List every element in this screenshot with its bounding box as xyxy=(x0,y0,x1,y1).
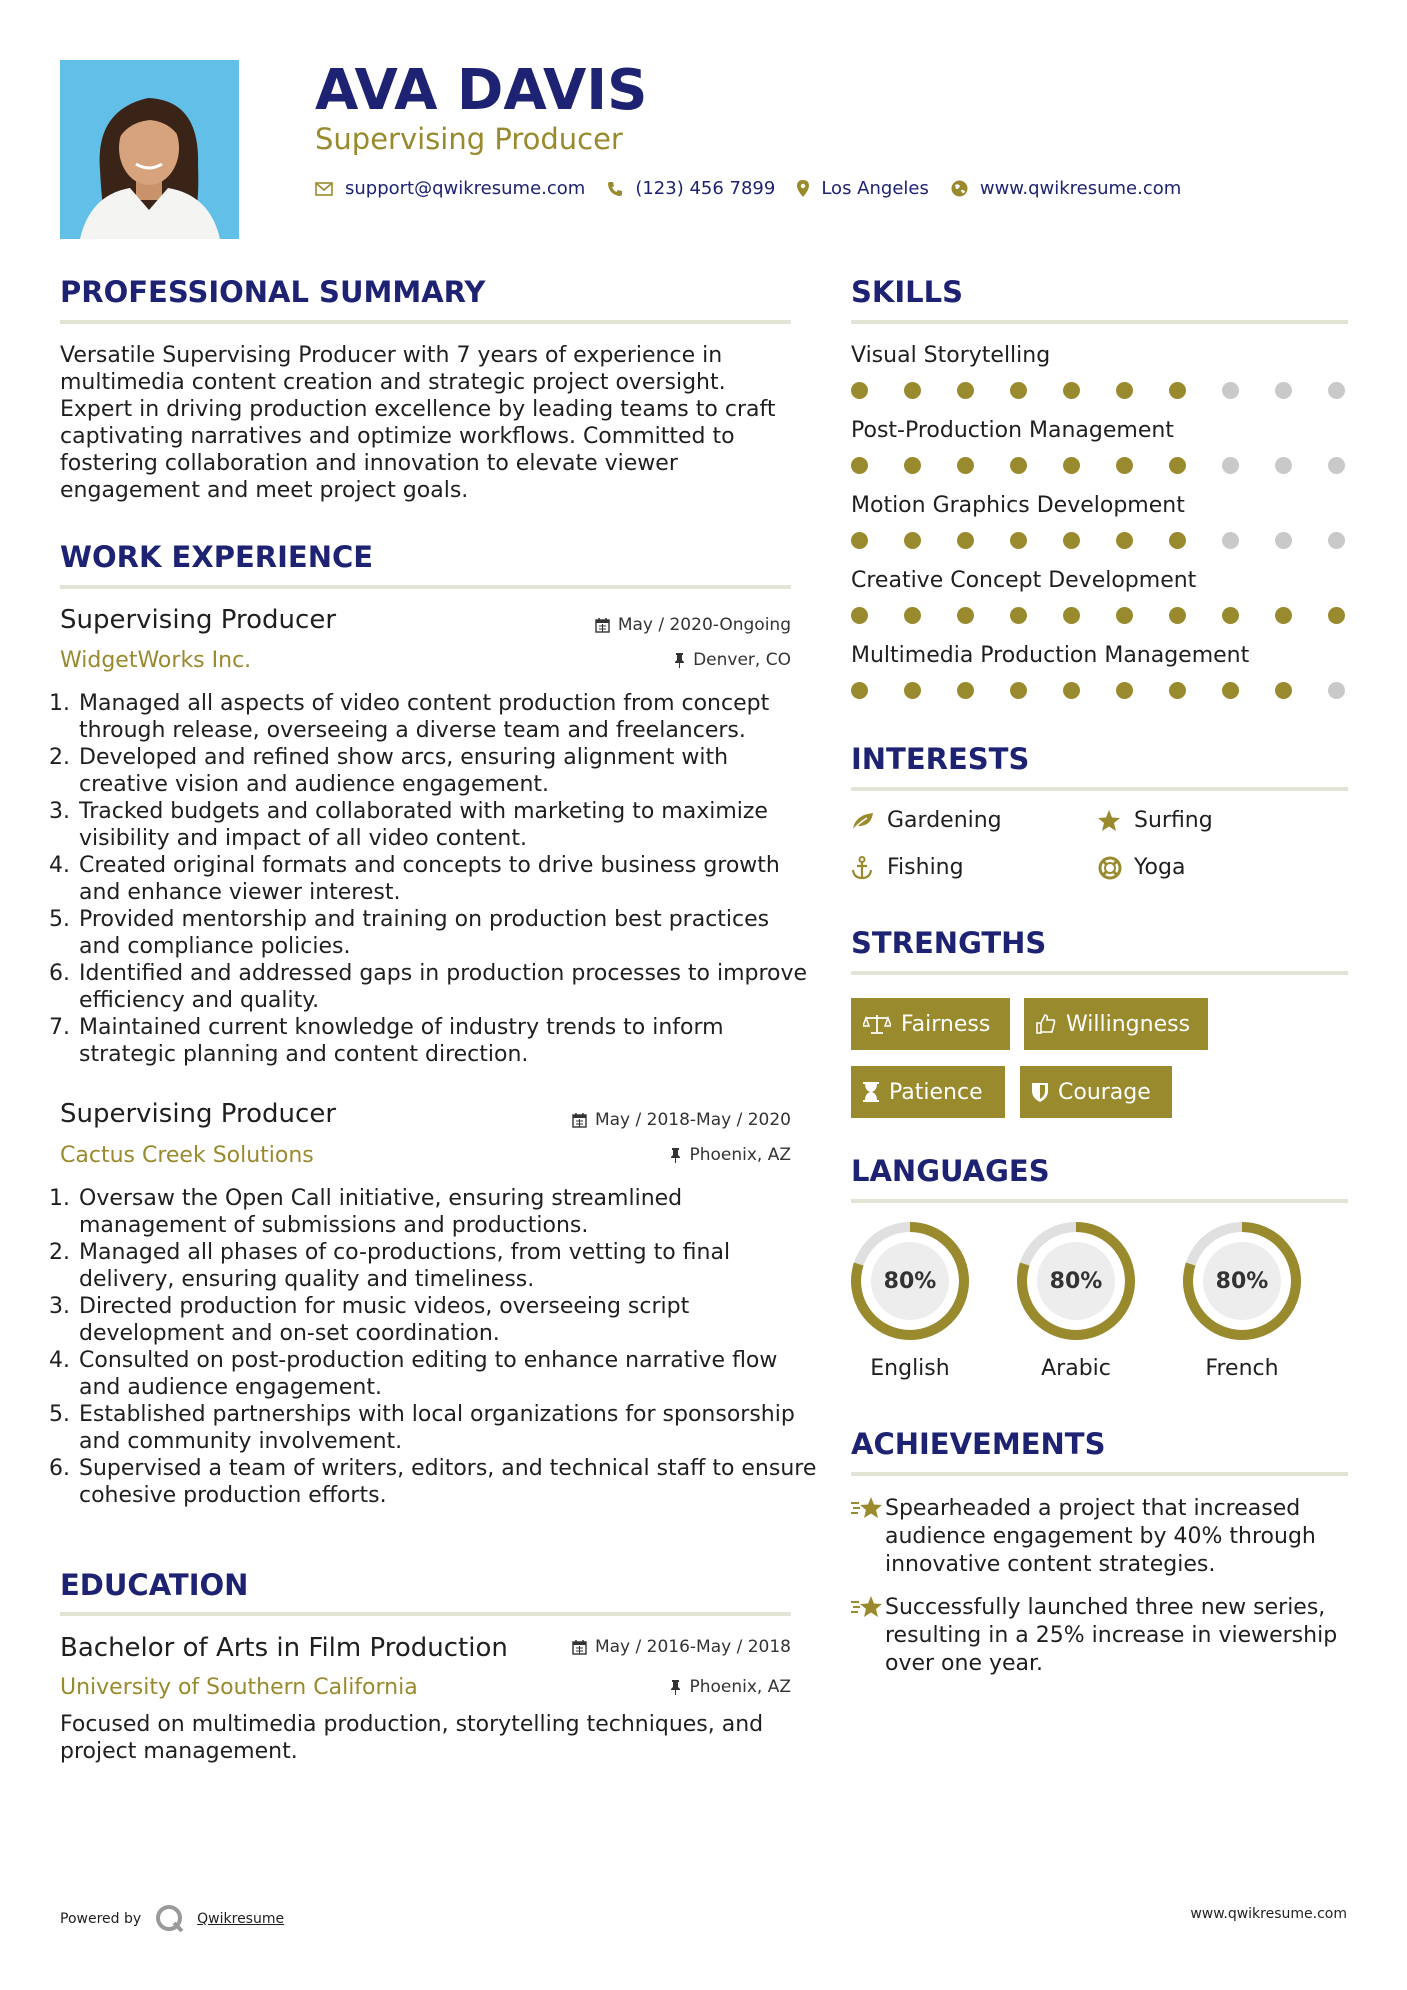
summary-text: Versatile Supervising Producer with 7 years of experience in multimedia content creation and strategic project oversight. Expert in driving production excellence by leading teams to craft captivating narratives and optimize workflows. Committed to fostering collaboration and innovation to elevate viewer engagement and meet project goals. xyxy=(60,343,776,503)
job-2-bullets xyxy=(60,1185,817,1509)
rating-dot-filled xyxy=(904,382,921,399)
star-badge-icon xyxy=(851,1495,885,1579)
contact-location-text: Los Angeles xyxy=(821,178,929,199)
footer-branding xyxy=(60,1904,284,1934)
rating-dot-filled xyxy=(851,607,868,624)
rating-dot-empty xyxy=(1328,457,1345,474)
contact-website[interactable] xyxy=(951,178,1181,199)
skill-2-name: Post-Production Management xyxy=(851,418,1174,443)
interest-label: Surfing xyxy=(1134,808,1213,833)
interest-label: Gardening xyxy=(887,808,1002,833)
rating-dot-empty xyxy=(1328,532,1345,549)
rating-dot-filled xyxy=(1169,607,1186,624)
list-item: 7. Maintained current knowledge of industry trends to inform strategic planning and content direction. xyxy=(77,1014,817,1068)
skill-1-rating xyxy=(851,382,1345,399)
rating-dot-empty xyxy=(1275,532,1292,549)
rating-dot-filled xyxy=(1010,607,1027,624)
strength-label: Fairness xyxy=(901,1011,991,1037)
rating-dot-filled xyxy=(904,607,921,624)
list-item: 5. Established partnerships with local organizations for sponsorship and community involvement. xyxy=(77,1401,817,1455)
calendar-icon xyxy=(572,1113,587,1128)
rating-dot-empty xyxy=(1222,457,1239,474)
list-item: 2. Developed and refined show arcs, ensuring alignment with creative vision and audience engagement. xyxy=(77,744,817,798)
job-2-dates-text: May / 2018-May / 2020 xyxy=(594,1110,791,1130)
rating-dot-filled xyxy=(1063,382,1080,399)
powered-by-text: Powered by xyxy=(60,1911,142,1927)
rating-dot-filled xyxy=(1275,607,1292,624)
star-icon xyxy=(1098,810,1128,831)
globe-icon xyxy=(951,180,968,197)
profile-photo xyxy=(60,60,239,239)
achievement-text: Successfully launched three new series, resulting in a 25% increase in viewership over one year. xyxy=(885,1595,1338,1676)
rating-dot-filled xyxy=(957,457,974,474)
list-item: 2. Managed all phases of co-productions, from vetting to final delivery, ensuring quality and timeliness. xyxy=(77,1239,817,1293)
rating-dot-filled xyxy=(957,682,974,699)
rating-dot-filled xyxy=(957,607,974,624)
list-item: 3. Directed production for music videos, overseeing script development and on-set coordination. xyxy=(77,1293,817,1347)
interest-yoga xyxy=(1098,855,1185,880)
rating-dot-empty xyxy=(1275,382,1292,399)
brand-link[interactable]: Qwikresume xyxy=(197,1911,285,1927)
job-2-title: Supervising Producer xyxy=(60,1099,337,1129)
languages-heading: LANGUAGES xyxy=(851,1154,1050,1188)
leaf-icon xyxy=(851,811,881,831)
rating-dot-filled xyxy=(1116,532,1133,549)
pushpin-icon xyxy=(670,1680,681,1695)
phone-icon xyxy=(607,181,623,197)
rating-dot-filled xyxy=(1222,607,1239,624)
rating-dot-filled xyxy=(1169,382,1186,399)
job-1-location xyxy=(674,650,791,670)
job-1-company: WidgetWorks Inc. xyxy=(60,648,252,673)
job-2-location-text: Phoenix, AZ xyxy=(689,1145,791,1165)
rating-dot-filled xyxy=(1169,457,1186,474)
summary-heading: PROFESSIONAL SUMMARY xyxy=(60,275,486,309)
job-2-company: Cactus Creek Solutions xyxy=(60,1143,314,1168)
education-heading: EDUCATION xyxy=(60,1568,249,1602)
education-school: University of Southern California xyxy=(60,1675,418,1700)
job-1-location-text: Denver, CO xyxy=(693,650,791,670)
list-item: 5. Provided mentorship and training on production best practices and compliance policies. xyxy=(77,906,817,960)
education-location-text: Phoenix, AZ xyxy=(689,1677,791,1697)
skill-1-name: Visual Storytelling xyxy=(851,343,1051,368)
star-badge-icon xyxy=(851,1594,885,1678)
achievements-heading: ACHIEVEMENTS xyxy=(851,1427,1106,1461)
qwikresume-logo-icon xyxy=(155,1904,185,1934)
achievement-text: Spearheaded a project that increased audience engagement by 40% through innovative content strategies. xyxy=(885,1496,1316,1577)
list-item: 1. Managed all aspects of video content production from concept through release, overseeing a diverse team and freelancers. xyxy=(77,690,817,744)
interest-surfing xyxy=(1098,808,1213,833)
list-item: 4. Consulted on post-production editing to enhance narrative flow and audience engagement. xyxy=(77,1347,817,1401)
skills-heading: SKILLS xyxy=(851,275,963,309)
contact-phone[interactable] xyxy=(607,178,775,199)
contact-website-text: www.qwikresume.com xyxy=(979,178,1182,199)
rating-dot-empty xyxy=(1275,457,1292,474)
education-description: Focused on multimedia production, storytelling techniques, and project management. xyxy=(60,1712,764,1764)
rating-dot-empty xyxy=(1328,382,1345,399)
job-1-dates xyxy=(595,615,791,635)
rating-dot-filled xyxy=(1222,682,1239,699)
pushpin-icon xyxy=(674,653,685,668)
summary-divider xyxy=(60,320,791,324)
language-french-gauge xyxy=(1177,1218,1307,1344)
job-1-dates-text: May / 2020-Ongoing xyxy=(617,615,791,635)
contact-email-text: support@qwikresume.com xyxy=(345,178,586,199)
scale-icon xyxy=(863,1014,891,1034)
rating-dot-filled xyxy=(1063,457,1080,474)
pushpin-icon xyxy=(670,1148,681,1163)
interests-heading: INTERESTS xyxy=(851,742,1030,776)
contact-location xyxy=(797,178,929,199)
job-1-title: Supervising Producer xyxy=(60,605,337,635)
calendar-icon xyxy=(572,1640,587,1655)
rating-dot-filled xyxy=(1116,607,1133,624)
contact-email[interactable] xyxy=(315,178,585,199)
rating-dot-filled xyxy=(1169,682,1186,699)
language-percent: 80% xyxy=(883,1269,937,1294)
anchor-icon xyxy=(851,856,881,880)
skill-2-rating xyxy=(851,457,1345,474)
rating-dot-filled xyxy=(904,682,921,699)
rating-dot-filled xyxy=(851,457,868,474)
interest-label: Yoga xyxy=(1134,855,1186,880)
language-arabic-name: Arabic xyxy=(1041,1356,1111,1381)
strength-fairness xyxy=(851,998,1010,1050)
skill-4-rating xyxy=(851,607,1345,624)
education-degree: Bachelor of Arts in Film Production xyxy=(60,1633,508,1663)
rating-dot-filled xyxy=(1063,682,1080,699)
rating-dot-filled xyxy=(851,382,868,399)
rating-dot-filled xyxy=(1169,532,1186,549)
language-percent: 80% xyxy=(1215,1269,1269,1294)
thumbs-up-icon xyxy=(1036,1014,1056,1034)
education-location xyxy=(670,1677,791,1697)
strength-label: Patience xyxy=(889,1079,983,1105)
education-dates xyxy=(572,1637,791,1657)
strengths-divider xyxy=(851,971,1348,975)
list-item: 6. Supervised a team of writers, editors, and technical staff to ensure cohesive production efforts. xyxy=(77,1455,817,1509)
hourglass-icon xyxy=(863,1082,879,1102)
interest-gardening xyxy=(851,808,1002,833)
calendar-icon xyxy=(595,618,610,633)
skill-3-name: Motion Graphics Development xyxy=(851,493,1185,518)
map-pin-icon xyxy=(797,180,809,197)
footer-website[interactable]: www.qwikresume.com xyxy=(1190,1906,1347,1922)
job-2-location xyxy=(670,1145,791,1165)
contact-phone-text: (123) 456 7899 xyxy=(635,178,776,199)
languages-divider xyxy=(851,1199,1348,1203)
envelope-icon xyxy=(315,182,333,196)
rating-dot-filled xyxy=(1010,682,1027,699)
achievement-1 xyxy=(851,1495,1348,1579)
rating-dot-filled xyxy=(1328,607,1345,624)
rating-dot-filled xyxy=(957,532,974,549)
rating-dot-empty xyxy=(1222,532,1239,549)
achievements-divider xyxy=(851,1472,1348,1476)
list-item: 1. Oversaw the Open Call initiative, ensuring streamlined management of submissions and productions. xyxy=(77,1185,817,1239)
rating-dot-empty xyxy=(1222,382,1239,399)
rating-dot-filled xyxy=(1010,382,1027,399)
language-percent: 80% xyxy=(1049,1269,1103,1294)
rating-dot-filled xyxy=(1010,457,1027,474)
list-item: 3. Tracked budgets and collaborated with marketing to maximize visibility and impact of all video content. xyxy=(77,798,817,852)
list-item: 4. Created original formats and concepts to drive business growth and enhance viewer interest. xyxy=(77,852,817,906)
rating-dot-filled xyxy=(1010,532,1027,549)
rating-dot-filled xyxy=(904,532,921,549)
rating-dot-empty xyxy=(1328,682,1345,699)
rating-dot-filled xyxy=(1116,382,1133,399)
interest-label: Fishing xyxy=(887,855,964,880)
language-french-name: French xyxy=(1205,1356,1279,1381)
job-1-bullets xyxy=(60,690,817,1068)
candidate-title: Supervising Producer xyxy=(315,122,623,156)
rating-dot-filled xyxy=(851,532,868,549)
job-2-dates xyxy=(572,1110,791,1130)
rating-dot-filled xyxy=(851,682,868,699)
skill-5-name: Multimedia Production Management xyxy=(851,643,1250,668)
language-english-gauge xyxy=(845,1218,975,1344)
experience-heading: WORK EXPERIENCE xyxy=(60,540,374,574)
skills-divider xyxy=(851,320,1348,324)
skill-3-rating xyxy=(851,532,1345,549)
rating-dot-filled xyxy=(1063,607,1080,624)
rating-dot-filled xyxy=(1275,682,1292,699)
strength-patience xyxy=(851,1066,1005,1118)
experience-divider xyxy=(60,585,791,589)
strength-willingness xyxy=(1024,998,1208,1050)
rating-dot-filled xyxy=(1063,532,1080,549)
strength-label: Courage xyxy=(1058,1079,1151,1105)
lifebuoy-icon xyxy=(1098,856,1128,880)
skill-5-rating xyxy=(851,682,1345,699)
strength-courage xyxy=(1020,1066,1172,1118)
strength-label: Willingness xyxy=(1066,1011,1191,1037)
list-item: 6. Identified and addressed gaps in production processes to improve efficiency and quality. xyxy=(77,960,817,1014)
achievement-2 xyxy=(851,1594,1348,1678)
strengths-heading: STRENGTHS xyxy=(851,926,1047,960)
rating-dot-filled xyxy=(1116,682,1133,699)
education-dates-text: May / 2016-May / 2018 xyxy=(594,1637,791,1657)
rating-dot-filled xyxy=(904,457,921,474)
skill-4-name: Creative Concept Development xyxy=(851,568,1197,593)
language-english-name: English xyxy=(870,1356,950,1381)
contact-bar xyxy=(315,178,1203,199)
education-divider xyxy=(60,1612,791,1616)
shield-icon xyxy=(1032,1082,1048,1102)
rating-dot-filled xyxy=(957,382,974,399)
interests-divider xyxy=(851,787,1348,791)
candidate-name: AVA DAVIS xyxy=(315,58,648,123)
language-arabic-gauge xyxy=(1011,1218,1141,1344)
interest-fishing xyxy=(851,855,964,880)
rating-dot-filled xyxy=(1116,457,1133,474)
